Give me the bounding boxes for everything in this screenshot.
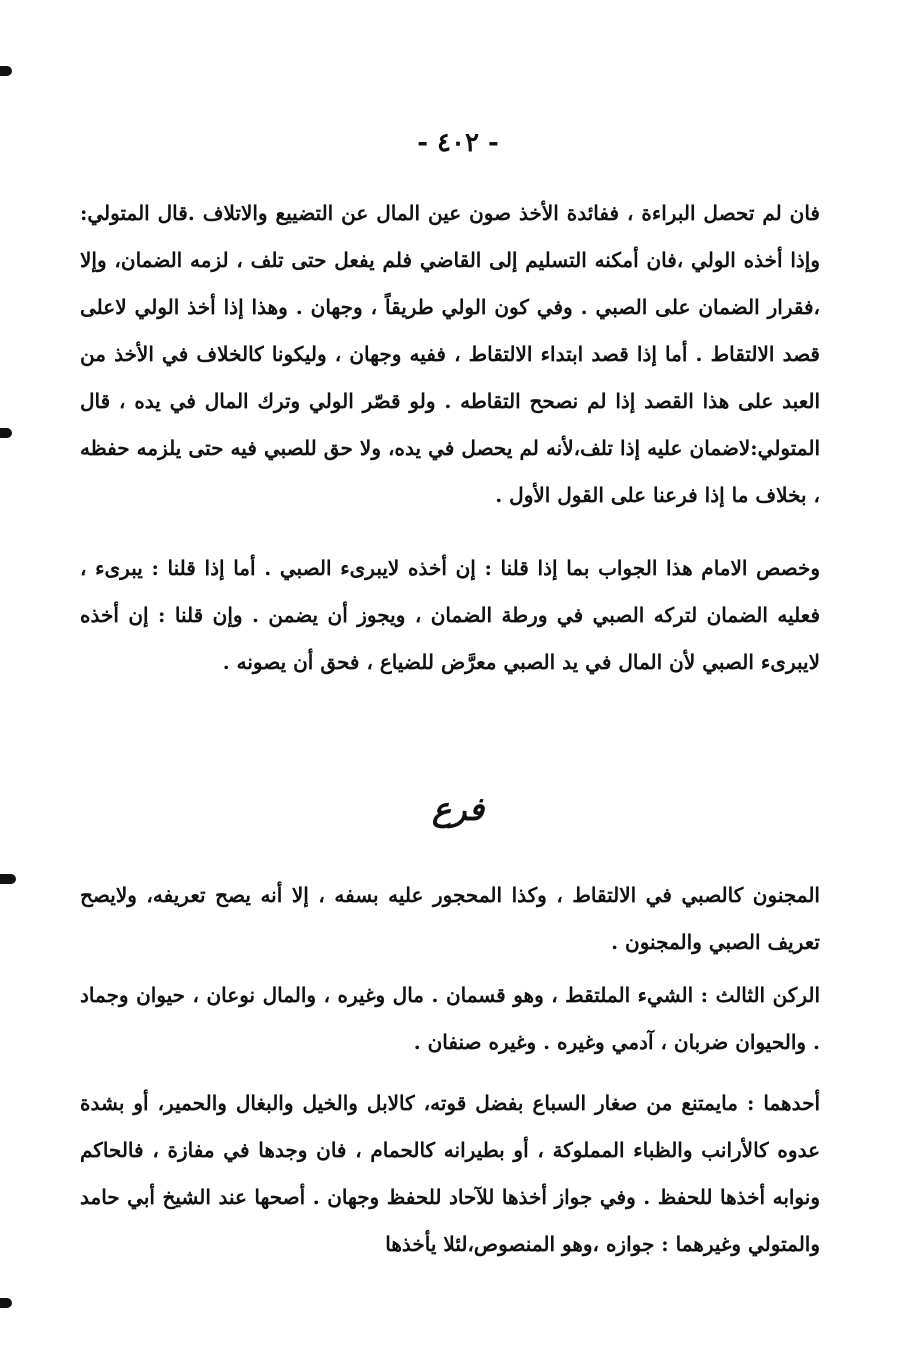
first-type-lead: أحدهما	[763, 1091, 820, 1115]
pillar-lead: الركن الثالث	[715, 983, 821, 1007]
margin-mark	[0, 874, 16, 884]
margin-mark	[0, 66, 12, 76]
first-type-paragraph	[80, 1080, 820, 1268]
margin-mark	[0, 1298, 12, 1308]
first-type-text: : مايمتنع من صغار السباع بفضل قوته، كالابل والخيل والبغال والحمير، أو بشدة عدوه كالأرانب والظباء المملوكة ، أو بطيرانه كالحمام ، فان وجدها في مفازة ، فالحاكم ونوابه أخذها للحفظ . وفي جواز أخذها للآحاد للحفظ وجهان . أصحها عند الشيخ أبي حامد والمتولي وغيرهما : جوازه ،وهو المنصوص،لئلا يأخذها	[80, 1091, 820, 1256]
margin-mark	[0, 428, 12, 438]
body-paragraph: المجنون كالصبي في الالتقاط ، وكذا المحجور عليه بسفه ، إلا أنه يصح تعريفه، ولايصح تعريف الصبي والمجنون .	[80, 883, 820, 954]
page-number: - ٤٠٢ -	[417, 128, 499, 158]
pillar-text: : الشيء الملتقط ، وهو قسمان . مال وغيره ، والمال نوعان ، حيوان وجماد . والحيوان ضربان ، آدمي وغيره . وغيره صنفان .	[80, 983, 820, 1054]
body-paragraph: فان لم تحصل البراءة ، ففائدة الأخذ صون عين المال عن التضييع والاتلاف .قال المتولي: وإذا أخذه الولي ،فان أمكنه التسليم إلى القاضي فلم يفعل حتى تلف ، لزمه الضمان، وإلا ،فقرار الضمان على الصبي . وفي كون الولي طريقاً ، وجهان . وهذا إذا أخذ الولي لاعلى قصد الالتقاط . أما إذا قصد ابتداء الالتقاط ، ففيه وجهان ، وليكونا كالخلاف في الأخذ من العبد على هذا القصد إذا لم نصحح التقاطه . ولو قصّر الولي وترك المال في يده ، قال المتولي:لاضمان عليه إذا تلف،لأنه لم يحصل في يده، ولا حق للصبي فيه حتى يلزمه حفظه ، بخلاف ما إذا فرعنا على القول الأول .	[80, 201, 820, 507]
body-paragraph: وخصص الامام هذا الجواب بما إذا قلنا : إن أخذه لايبرىء الصبي . أما إذا قلنا : يبرىء ، فعليه الضمان لتركه الصبي في ورطة الضمان ، ويجوز أن يضمن . وإن قلنا : إن أخذه لايبرىء الصبي لأن المال في يد الصبي معرَّض للضياع ، فحق أن يصونه .	[80, 556, 820, 674]
pillar-paragraph	[80, 972, 820, 1066]
section-heading: فرع	[431, 790, 485, 828]
